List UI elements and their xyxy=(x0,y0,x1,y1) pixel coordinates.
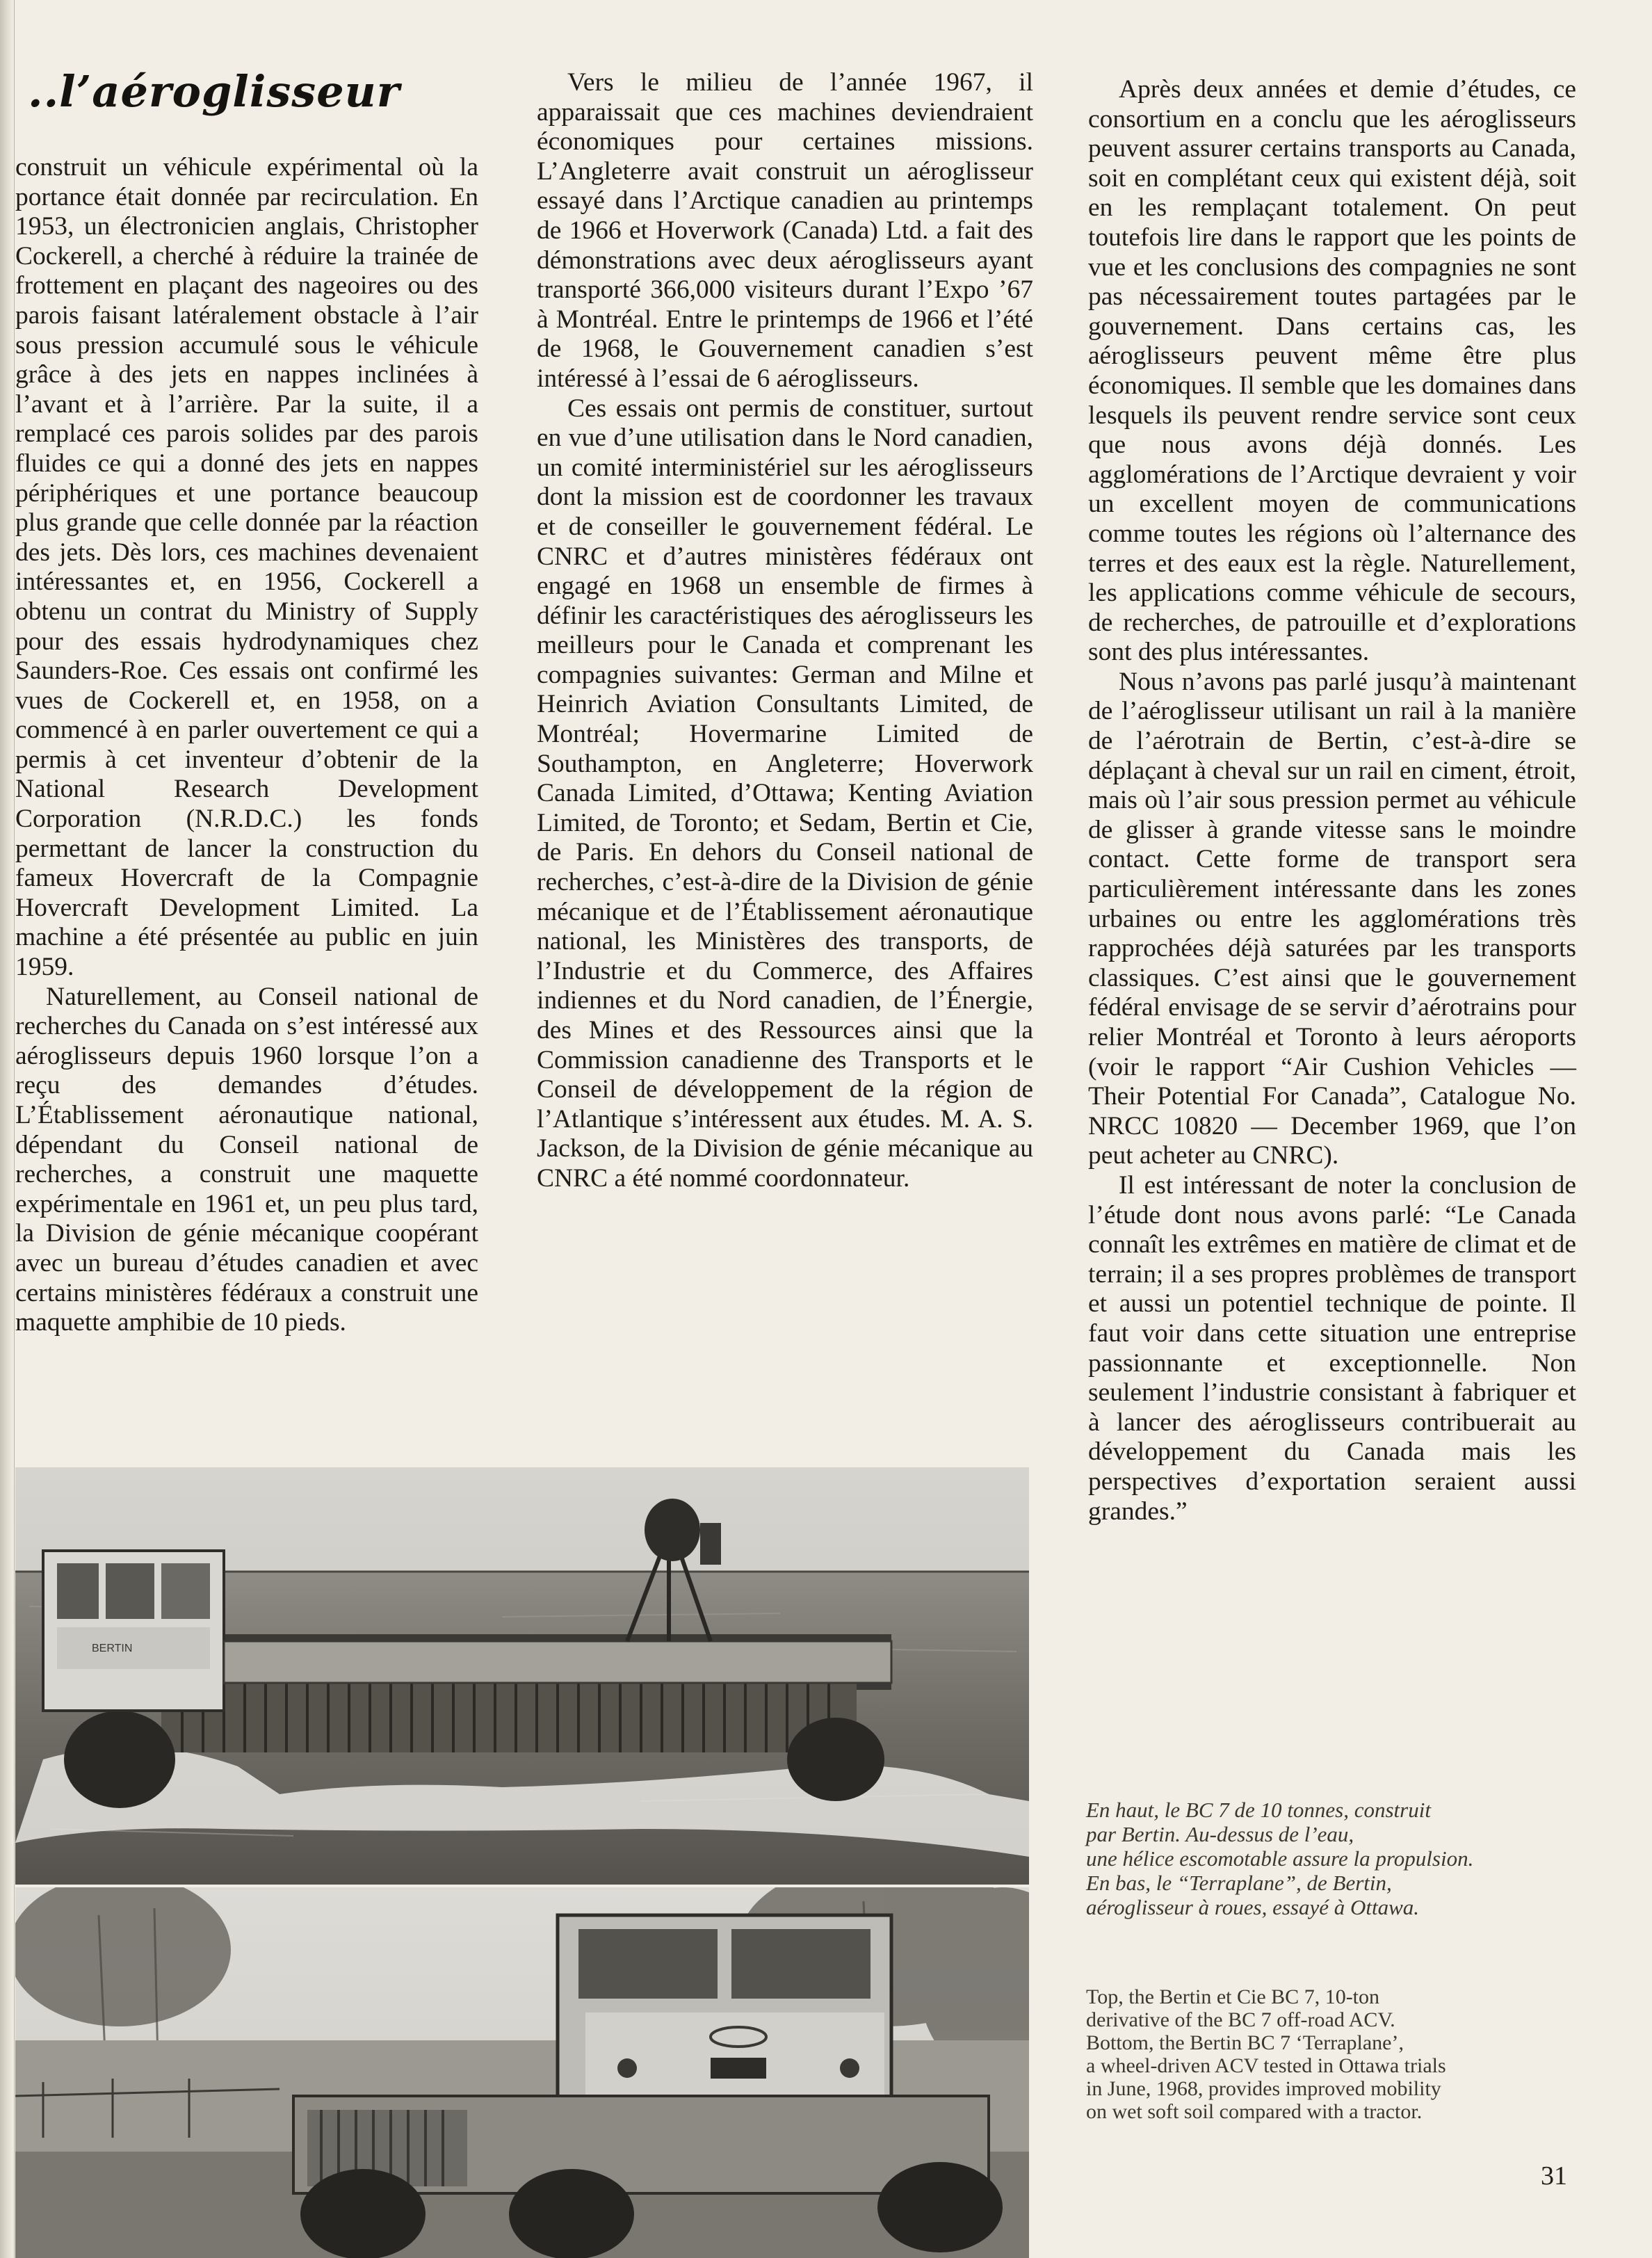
paragraph: Nous n’avons pas parlé jusqu’à maintenant de l’aéroglisseur utilisant un rail à la manière de l’aérotrain de Bertin, c’est-à-dire se déplaçant à cheval sur un rail en ciment, étroit, mais où l’air sous pression permet au véhicule de glisser à grande vitesse sans le moindre contact. Cette forme de transport sera particulièrement intéressante dans les zones urbaines ou entre les agglomérations très rapprochées déjà saturées par les transports classiques. C’est ainsi que le gouvernement fédéral envisage de se servir d’aérotrains pour relier Montréal et Toronto à leurs aéroports (voir le rapport “Air Cushion Vehicles — Their Potential For Canada”, Catalogue No. NRCC 10820 — December 1969, que l’on peut acheter au CNRC). xyxy=(1088,667,1576,1170)
caption-line: a wheel-driven ACV tested in Ottawa trials xyxy=(1086,2054,1446,2077)
column-1 xyxy=(15,153,478,1338)
caption-line: in June, 1968, provides improved mobility xyxy=(1086,2077,1441,2100)
caption-line: En haut, le BC 7 de 10 tonnes, construit xyxy=(1086,1798,1431,1822)
caption-line: derivative of the BC 7 off-road ACV. xyxy=(1086,2008,1395,2031)
caption-english xyxy=(1086,1985,1587,2123)
photo-bottom-image xyxy=(15,1887,1029,2258)
caption-line: Bottom, the Bertin BC 7 ‘Terraplane’, xyxy=(1086,2031,1404,2054)
photo-terraplane xyxy=(15,1887,1029,2258)
caption-french xyxy=(1086,1798,1587,1919)
paragraph: Après deux années et demie d’études, ce consortium en a conclu que les aéroglisseurs peuvent assurer certains transports au Canada, soit en complétant ceux qui existent déjà, soit en les remplaçant totalement. On peut toutefois lire dans le rapport que les points de vue et les conclusions des compagnies ne sont pas nécessairement toutes partagées par le gouvernement. Dans certains cas, les aéroglisseurs peuvent même être plus économiques. Il semble que les domaines dans lesquels ils peuvent rendre service sont ceux que nous avons déjà donnés. Les agglomérations de l’Arctique devraient y voir un excellent moyen de communications comme toutes les régions où l’alternance des terres et des eaux est la règle. Naturellement, les applications comme véhicule de secours, de recherches, de patrouille et d’explorations sont des plus intéressantes. xyxy=(1088,75,1576,667)
binding-gutter xyxy=(0,0,15,2258)
paragraph: Vers le milieu de l’année 1967, il apparaissait que ces machines deviendraient économiques pour certaines missions. L’Angleterre avait construit un aéroglisseur essayé dans l’Arctique canadien au printemps de 1966 et Hoverwork (Canada) Ltd. a fait des démonstrations avec deux aéroglisseurs ayant transporté 366,000 visiteurs durant l’Expo ’67 à Montréal. Entre le printemps de 1966 et l’été de 1968, le Gouvernement canadien s’est intéressé à l’essai de 6 aéroglisseurs. xyxy=(537,68,1033,393)
vehicle-lettering: BERTIN xyxy=(92,1643,133,1654)
paragraph: Ces essais ont permis de constituer, surtout en vue d’une utilisation dans le Nord canadien, un comité interministériel sur les aéroglisseurs dont la mission est de coordonner les travaux et de conseiller le gouvernement fédéral. Le CNRC et d’autres ministères fédéraux ont engagé en 1968 un ensemble de firmes à définir les caractéristiques des aéroglisseurs les meilleurs pour le Canada et comprenant les compagnies suivantes: German and Milne et Heinrich Aviation Consultants Limited, de Montréal; Hovermarine Limited de Southampton, en Angleterre; Hoverwork Canada Limited, d’Ottawa; Kenting Aviation Limited, de Toronto; et Sedam, Bertin et Cie, de Paris. En dehors du Conseil national de recherches, c’est-à-dire de la Division de génie mécanique et de l’Établissement aéronautique national, les Ministères des transports, de l’Industrie et du Commerce, des Affaires indiennes et du Nord canadien, de l’Énergie, des Mines et des Ressources ainsi que la Commission canadienne des Transports et le Conseil de développement de la région de l’Atlantique s’intéressent aux études. M. A. S. Jackson, de la Division de génie mécanique au CNRC a été nommé coordonnateur. xyxy=(537,394,1033,1193)
caption-line: Top, the Bertin et Cie BC 7, 10-ton xyxy=(1086,1985,1380,2008)
paragraph: construit un véhicule expérimental où la portance était donnée par recirculation. En 1953, un électronicien anglais, Christopher Cockerell, a cherché à réduire la trainée de frottement en plaçant des nageoires ou des parois faisant latéralement obstacle à l’air sous pression accumulé sous le véhicule grâce à des jets en nappes inclinées à l’avant et à l’arrière. Par la suite, il a remplacé ces parois solides par des parois fluides ce qui a donné des jets en nappes périphériques et une portance beaucoup plus grande que celle donnée par la réaction des jets. Dès lors, ces machines devenaient intéressantes et, en 1956, Cockerell a obtenu un contrat du Ministry of Supply pour des essais hydrodynamiques chez Saunders-Roe. Ces essais ont confirmé les vues de Cockerell et, en 1958, on a commencé à en parler ouvertement ce qui a permis à cet inventeur d’obtenir de la National Research Development Corporation (N.R.D.C.) les fonds permettant de lancer la construction du fameux Hovercraft de la Compagnie Hovercraft Development Limited. La machine a été présentée au public en juin 1959. xyxy=(15,153,478,982)
caption-line: une hélice escomotable assure la propulsion. xyxy=(1086,1846,1474,1871)
article-title: ..l’aéroglisseur xyxy=(28,66,400,117)
caption-line: on wet soft soil compared with a tractor. xyxy=(1086,2100,1423,2123)
paragraph: Naturellement, au Conseil national de recherches du Canada on s’est intéressé aux aéroglisseurs depuis 1960 lorsque l’on a reçu des demandes d’études. L’Établissement aéronautique national, dépendant du Conseil national de recherches, a construit une maquette expérimentale en 1961 et, un peu plus tard, la Division de génie mécanique coopérant avec un bureau d’études canadien et avec certains ministères fédéraux a construit une maquette amphibie de 10 pieds. xyxy=(15,982,478,1337)
page-number: 31 xyxy=(1541,2161,1567,2191)
caption-line: En bas, le “Terraplane”, de Bertin, xyxy=(1086,1871,1392,1895)
column-2 xyxy=(537,68,1033,1194)
column-3 xyxy=(1088,75,1576,1526)
caption-line: par Bertin. Au-dessus de l’eau, xyxy=(1086,1822,1354,1846)
caption-line: aéroglisseur à roues, essayé à Ottawa. xyxy=(1086,1895,1420,1919)
photo-top-image xyxy=(15,1467,1029,1885)
photo-hovercraft-on-water xyxy=(15,1467,1029,1885)
paragraph: Il est intéressant de noter la conclusion de l’étude dont nous avons parlé: “Le Canada connaît les extrêmes en matière de climat et de terrain; il a ses propres problèmes de transport et aussi un potentiel technique de pointe. Il faut voir dans cette situation une entreprise passionnante et exceptionnelle. Non seulement l’industrie consistant à fabriquer et à lancer des aéroglisseurs contribuerait au développement du Canada mais les perspectives d’exportation seraient aussi grandes.” xyxy=(1088,1170,1576,1526)
